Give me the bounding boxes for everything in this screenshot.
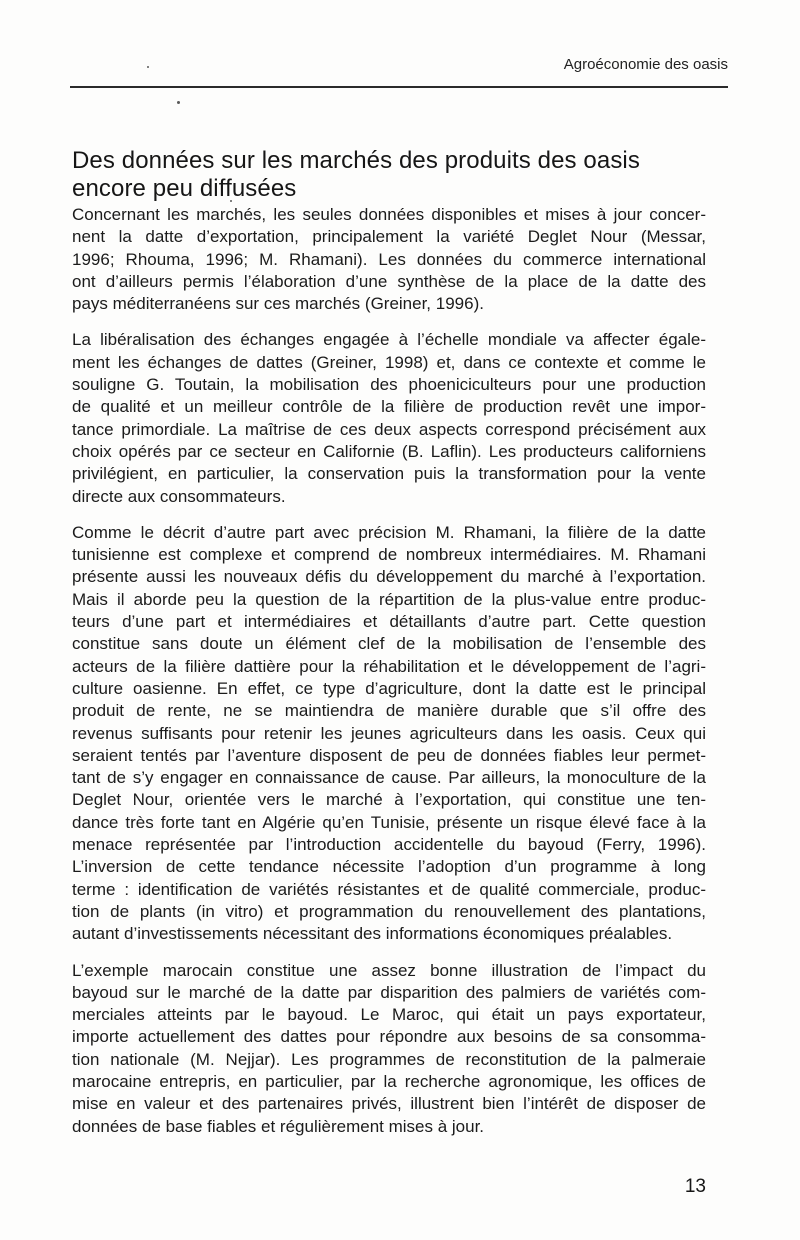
text-line: ment les échanges de dattes (Greiner, 1998) et, dans ce contexte et comme le — [72, 352, 706, 372]
text-line: tion de plants (in vitro) et programmation du renouvellement des plantations, — [72, 901, 706, 921]
paragraph — [72, 960, 706, 1138]
text-line: 1996; Rhouma, 1996; M. Rhamani). Les données du commerce international — [72, 249, 706, 269]
text-line: privilégient, en particulier, la conservation puis la transformation pour la vente — [72, 464, 706, 484]
text-line: tant de s’y engager en connaissance de cause. Par ailleurs, la monoculture de la — [72, 768, 706, 788]
text-line: tance primordiale. La maîtrise de ces deux aspects correspond précisément aux — [72, 419, 706, 439]
text-line: L’exemple marocain constitue une assez bonne illustration de l’impact du — [72, 960, 706, 980]
text-line: de qualité et un meilleur contrôle de la filière de production revêt une impor- — [72, 397, 706, 417]
text-line: souligne G. Toutain, la mobilisation des phoeniciculteurs pour une production — [72, 375, 706, 395]
text-line: pays méditerranéens sur ces marchés (Greiner, 1996). — [72, 294, 484, 314]
paragraph — [72, 522, 706, 946]
text-line: tion nationale (M. Nejjar). Les programmes de reconstitution de la palmeraie — [72, 1049, 706, 1069]
paragraph — [72, 204, 706, 315]
text-line: choix opérés par ce secteur en Californie (B. Laflin). Les producteurs californiens — [72, 441, 706, 461]
text-line: importe actuellement des dattes pour répondre aux besoins de sa consomma- — [72, 1027, 706, 1047]
page-number: 13 — [684, 1176, 706, 1197]
text-line: Concernant les marchés, les seules données disponibles et mises à jour concer- — [72, 205, 706, 224]
text-line: teurs d’une part et intermédiaires et détaillants d’autre part. Cette question — [72, 612, 706, 632]
text-line: Mais il aborde peu la question de la répartition de la plus-value entre produc- — [72, 589, 706, 609]
scan-speck — [177, 101, 180, 104]
text-line: présente aussi les nouveaux défis du développement du marché à l’exportation. — [72, 567, 706, 587]
text-line: Comme le décrit d’autre part avec précision M. Rhamani, la filière de la datte — [72, 522, 706, 542]
text-line: L’inversion de cette tendance nécessite l’adoption d’un programme à long — [72, 857, 706, 877]
text-line: ont d’ailleurs permis l’élaboration d’une synthèse de la place de la datte des — [72, 271, 706, 291]
text-line: produit de rente, ne se maintiendra de manière durable que s’il offre des — [72, 701, 706, 721]
text-line: menace représentée par l’introduction accidentelle du bayoud (Ferry, 1996). — [72, 835, 706, 855]
text-line: La libéralisation des échanges engagée à l’échelle mondiale va affecter égale- — [72, 330, 706, 350]
text-line: nent la datte d’exportation, principalement la variété Deglet Nour (Messar, — [72, 227, 706, 247]
text-line: dance très forte tant en Algérie qu’en Tunisie, présente un risque élevé face à la — [72, 812, 706, 832]
text-line: données de base fiables et régulièrement mises à jour. — [72, 1116, 485, 1136]
text-line: seraient tentés par l’aventure disposent de peu de données fiables leur permet- — [72, 745, 706, 765]
text-line: mise en valeur et des partenaires privés, illustrent bien l’intérêt de disposer de — [72, 1094, 706, 1114]
body-text — [72, 204, 706, 1152]
text-line: directe aux consommateurs. — [72, 486, 286, 506]
text-line: tunisienne est complexe et comprend de nombreux intermédiaires. M. Rhamani — [72, 545, 706, 565]
scan-speck — [147, 66, 149, 68]
text-line: acteurs de la filière dattière pour la réhabilitation et le développement de l’agri- — [72, 656, 706, 676]
text-line: terme : identification de variétés résistantes et de qualité commerciale, produc- — [72, 879, 706, 899]
text-line: bayoud sur le marché de la datte par disparition des palmiers de variétés com- — [72, 982, 706, 1002]
running-head: Agroéconomie des oasis — [563, 56, 728, 73]
text-line: merciales atteints par le bayoud. Le Maroc, qui était un pays exportateur, — [72, 1005, 706, 1025]
section-title-line: Des données sur les marchés des produits des oasis — [72, 147, 640, 175]
paragraph — [72, 329, 706, 507]
section-title-line: encore peu diffusées — [72, 175, 297, 203]
text-line: marocaine entrepris, en particulier, par la recherche agronomique, les offices de — [72, 1071, 706, 1091]
text-line: Deglet Nour, orientée vers le marché à l’exportation, qui constitue une ten- — [72, 790, 706, 810]
text-line: culture oasienne. En effet, ce type d’agriculture, dont la datte est le principal — [72, 678, 706, 698]
section-title — [72, 147, 712, 203]
text-line: constitue sans doute un élément clef de la mobilisation de l’ensemble des — [72, 634, 706, 654]
text-line: revenus suffisants pour retenir les jeunes agriculteurs dans les oasis. Ceux qui — [72, 723, 706, 743]
header-rule — [70, 86, 728, 88]
text-line: autant d’investissements nécessitant des informations économiques préalables. — [72, 924, 673, 944]
